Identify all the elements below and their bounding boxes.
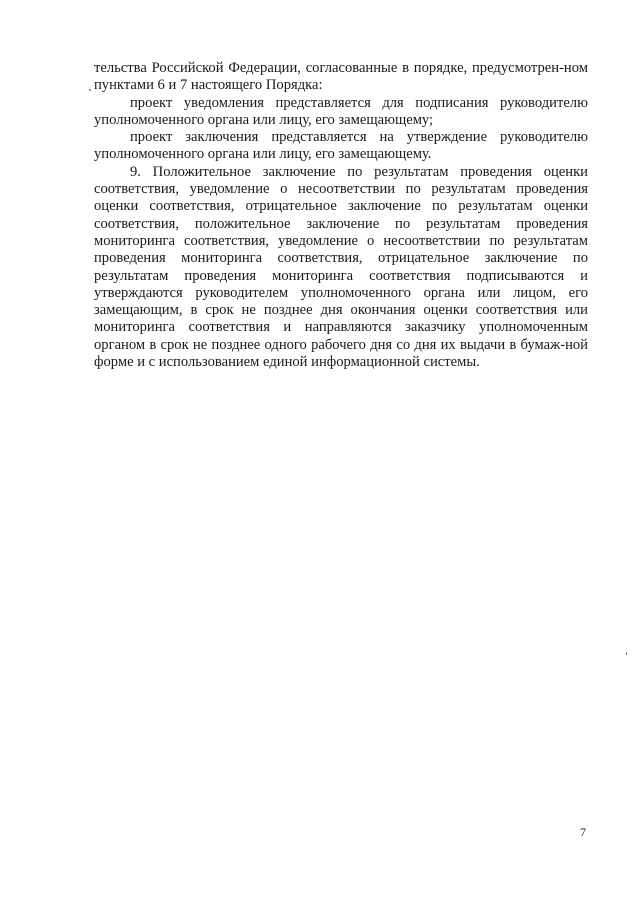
paragraph-conclusion-draft: проект заключения представляется на утверждение руководителю уполномоченного органа или лицу, его замещающему. xyxy=(94,129,588,163)
scan-speck xyxy=(89,89,91,91)
page-number: 7 xyxy=(580,825,586,839)
paragraph-notice-draft: проект уведомления представляется для подписания руководителю уполномоченного органа или лицу, его замещающему; xyxy=(94,94,588,128)
scan-speck xyxy=(626,652,627,655)
document-body xyxy=(94,60,588,371)
paragraph-item-9: 9. Положительное заключение по результатам проведения оценки соответствия, уведомление о несоответствии по результатам проведения оценки соответствия, отрицательное заключение по результатам оценки соответствия, положительное заключение по результатам проведения мониторинга соответствия, уведомление о несоответствии по результатам проведения мониторинга соответствия, отрицательное заключение по результатам проведения мониторинга соответствия подписываются и утверждаются руководителем уполномоченного органа или лицом, его замещающим, в срок не позднее дня окончания оценки соответствия или мониторинга соответствия и направляются заказчику уполномоченным органом в срок не позднее одного рабочего дня со дня их выдачи в бумаж-ной форме и с использованием единой информационной системы. xyxy=(94,163,588,371)
paragraph-continuation: тельства Российской Федерации, согласованные в порядке, предусмотрен-ном пунктами 6 и 7 настоящего Порядка: xyxy=(94,60,588,94)
